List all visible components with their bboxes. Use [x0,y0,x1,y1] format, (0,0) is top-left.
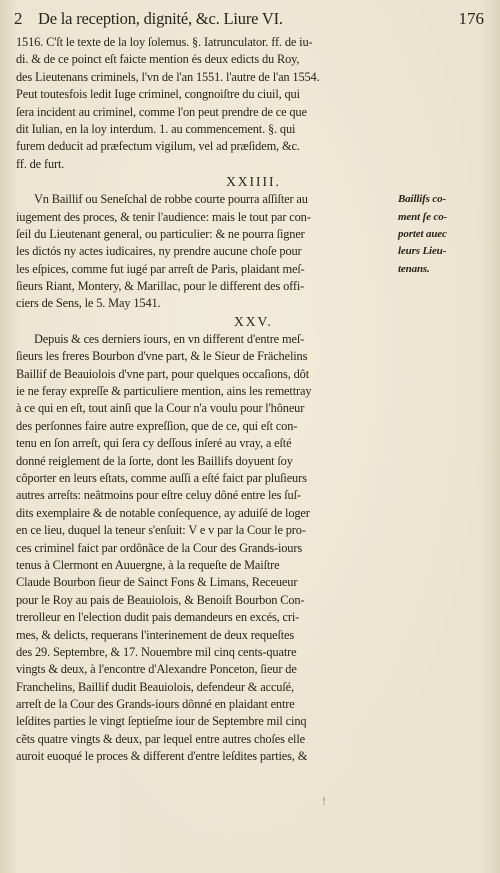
text-line [16,661,491,678]
line-text: les eſpices, comme fut iugé par arreſt de Paris, plaidant meſ- [16,261,305,276]
folio-number: 176 [458,9,484,28]
line-text: mes, & delicts, requerans l'interinement de deux requeſtes [16,627,295,642]
text-line [16,243,491,260]
text-line [16,69,491,86]
line-text: XXIIII. [226,174,281,190]
line-text: donné reiglement de la ſorte, dont les Baillifs doyuent ſoy [16,453,293,468]
text-line [16,713,491,730]
line-text: dits exemplaire & de notable conſequence, ay aduiſé de loger [16,505,310,520]
text-line [16,366,491,383]
line-text: Baillif de Beauiolois d'vne part, pour quelques occaſions, dôt [16,366,309,381]
line-text: Peut toutesfois ledit Iuge criminel, congnoiſtre du ciuil, qui [16,87,300,102]
line-text: ſera incident au criminel, comme l'on peut prendre de ce que [16,104,307,119]
text-line [16,400,491,417]
text-line [16,627,491,644]
line-text: ff. de furt. [16,156,65,171]
text-line [16,209,491,226]
line-text: des perſonnes faire autre expreſſion, que de ce, qui eſt con- [16,418,298,433]
text-line [16,34,491,51]
text-line [16,522,491,539]
line-text: les dictós ny actes iudicaires, ny prendre aucune choſe pour [16,244,302,259]
line-text: côporter en leurs eſtats, comme auſſi a eſté faict par pluſieurs [16,470,307,485]
line-text: Franchelins, Baillif dudit Beauiolois, defendeur & accuſé, [16,679,294,694]
text-line [16,156,491,173]
line-text: iugement des proces, & tenir l'audience: mais le tout par con- [16,209,311,224]
margin-note: portet auec [398,227,447,240]
text-line [16,487,491,504]
text-line [16,470,491,487]
line-text: arreſt de la Cour des Grands-iours dônné en plaidant entre [16,697,295,712]
text-line [16,278,491,295]
running-header [14,6,488,32]
text-line [16,191,491,208]
text-line [16,348,491,365]
line-text: ces criminel faict par ordônãce de la Cour des Grands-iours [16,540,303,555]
line-text: 1516. C'ſt le texte de la loy ſolemus. §. Iatrunculator. ff. de iu- [16,35,313,49]
line-text: des 29. Septembre, & 17. Nouembre mil cinq cents-quatre [16,644,297,659]
line-text: ſieurs les freres Bourbon d'vne part, & le Sieur de Frächelins [16,349,308,364]
text-line [16,418,491,435]
text-line [16,557,491,574]
line-text: XXV. [234,313,273,329]
text-body [16,34,491,766]
text-line [16,748,491,765]
line-text: auroit euoqué le proces & different d'entre leſdites parties, & [16,749,308,764]
margin-note: tenans. [398,262,430,275]
line-text: leſdites parties le vingt ſeptieſme iour de Septembre mil cinq [16,714,307,729]
text-line [16,51,491,68]
text-line [16,138,491,155]
text-line [16,453,491,470]
line-text: ciers de Sens, le 5. May 1541. [16,296,161,311]
line-text: ſieurs Riant, Montery, & Marillac, pour le different des offi- [16,279,305,294]
text-line [16,226,491,243]
text-line [16,261,491,278]
text-line [16,540,491,557]
text-line [16,574,491,591]
line-text: autres arreſts: neâtmoins pour eſtre celuy dôné entre les ſuſ- [16,488,301,503]
text-line [16,295,491,312]
line-text: furem deducit ad præfectum vigilum, vel ad præſidem, &c. [16,139,300,154]
line-text: vingts & deux, à l'encontre d'Alexandre Ponceton, ſieur de [16,662,297,677]
line-text: dit Iulian, en la loy interdum. 1. au commencement. §. qui [16,121,296,136]
line-text: trerolleur en l'election dudit pais demandeurs en excés, cri- [16,610,300,625]
stray-mark: ! [322,797,327,808]
margin-note: Baillifs co- [398,193,447,206]
line-text: en ce lieu, duquel la teneur s'enſuit: V e v par la Cour le pro- [16,523,306,538]
line-text: des Lieutenans criminels, l'vn de l'an 1551. l'autre de l'an 1554. [16,69,320,84]
line-text: ſeil du Lieutenant general, ou particulier: & ne pourra ſigner [16,226,305,241]
text-line [16,679,491,696]
text-line [16,331,491,348]
line-text: tenu en ſon arreſt, qui ſera cy deſſous inſeré au vray, a eſté [16,436,292,451]
section-heading [16,173,491,191]
line-text: Vn Baillif ou Seneſchal de robbe courte pourra aſſiſter au [34,192,308,207]
line-text: ie ne feray expreſſe & particuliere mention, ains les remettray [16,384,312,399]
line-text: di. & de ce poinct eſt faicte mention és deux edicts du Roy, [16,52,300,67]
text-line [16,383,491,400]
margin-note: ment ſe co- [398,210,448,223]
text-line [16,121,491,138]
text-line [16,435,491,452]
text-line [16,104,491,121]
text-line [16,644,491,661]
line-text: cẽts quatre vingts & deux, par lequel entre autres choſes elle [16,731,305,746]
line-text: tenus à Clermont en Auuergne, à la requeſte de Maiſtre [16,557,280,572]
line-text: Claude Bourbon ſieur de Sainct Fons & Limans, Receueur [16,575,298,590]
text-line [16,609,491,626]
page-number: 2 [14,9,23,28]
text-line [16,696,491,713]
line-text: à ce qui en eſt, tout ainſi que la Cour n'a voulu pour l'hôneur [16,401,305,416]
text-line [16,731,491,748]
line-text: Depuis & ces derniers iours, en vn different d'entre meſ- [34,331,305,346]
text-line [16,505,491,522]
text-line [16,86,491,103]
section-heading [16,313,491,331]
margin-note: leurs Lieu- [398,245,447,258]
text-line [16,592,491,609]
line-text: pour le Roy au pais de Beauiolois, & Benoiſt Bourbon Con- [16,592,305,607]
running-title: De la reception, dignité, &c. Liure VI. [38,9,283,28]
